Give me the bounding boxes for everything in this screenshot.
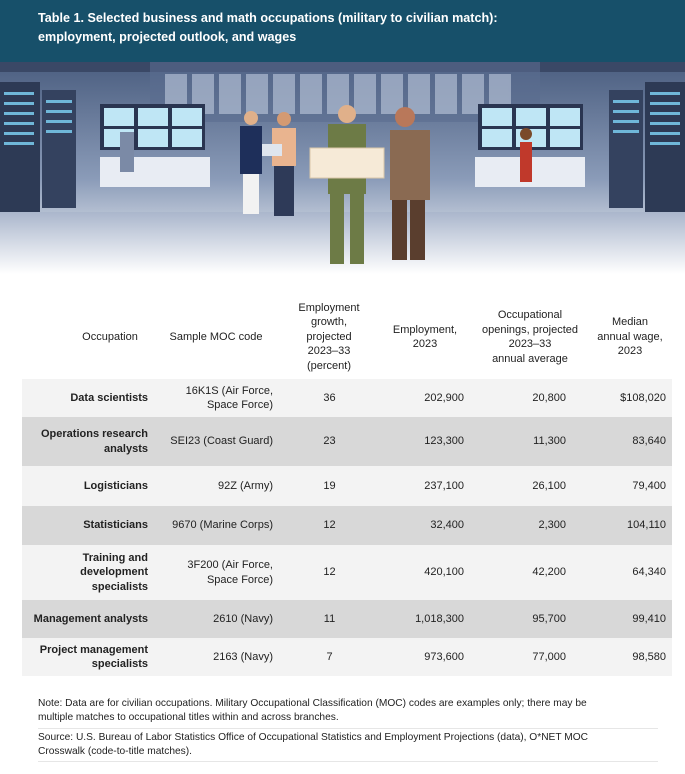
wage-cell: 99,410 <box>632 612 666 625</box>
growth-cell: 12 <box>323 566 336 579</box>
table-body <box>22 379 672 676</box>
openings-cell: 26,100 <box>532 479 566 492</box>
header-employment-2023: Employment, 2023 <box>392 323 458 350</box>
moc-code-cell: 16K1S (Air Force, Space Force) <box>185 384 273 411</box>
employment-cell: 237,100 <box>424 479 464 492</box>
growth-cell: 7 <box>326 650 333 663</box>
growth-cell: 36 <box>323 391 336 404</box>
growth-cell: 12 <box>323 519 336 532</box>
occupation-cell: Statisticians <box>83 519 148 532</box>
source-text: Source: U.S. Bureau of Labor Statistics Office of Occupational Statistics and Employment Projections (data), O*NET MOC Crosswalk (code-to-title matches). <box>38 729 658 762</box>
openings-cell: 77,000 <box>532 650 566 663</box>
moc-code-cell: 2610 (Navy) <box>213 612 273 625</box>
growth-cell: 23 <box>323 435 336 448</box>
openings-cell: 11,300 <box>533 435 566 448</box>
openings-cell: 2,300 <box>538 519 566 532</box>
header-occupation: Occupation <box>82 330 138 343</box>
moc-code-cell: 3F200 (Air Force, Space Force) <box>187 559 273 586</box>
header-moc-code: Sample MOC code <box>169 330 263 343</box>
table-title-line-2: employment, projected outlook, and wages <box>38 30 297 44</box>
control-room-illustration-icon <box>0 62 685 274</box>
header-employment-growth: Employment growth, projected 2023–33 (percent) <box>298 301 360 372</box>
employment-cell: 32,400 <box>430 519 464 532</box>
employment-cell: 1,018,300 <box>415 612 464 625</box>
occupation-cell: Data scientists <box>70 391 148 404</box>
growth-cell: 11 <box>323 612 336 625</box>
occupation-cell: Operations research analysts <box>41 428 148 455</box>
wage-cell: 83,640 <box>632 435 666 448</box>
table-header <box>22 296 672 378</box>
table-row <box>22 417 672 466</box>
moc-code-cell: 9670 (Marine Corps) <box>172 519 273 532</box>
openings-cell: 95,700 <box>532 612 566 625</box>
header-openings: Occupational openings, projected 2023–33 annual average <box>481 309 578 365</box>
growth-cell: 19 <box>323 479 336 492</box>
moc-code-cell: 2163 (Navy) <box>213 650 273 663</box>
moc-code-cell: SEI23 (Coast Guard) <box>170 435 273 448</box>
wage-cell: 104,110 <box>627 519 666 532</box>
table-title <box>0 0 685 62</box>
employment-cell: 123,300 <box>424 435 464 448</box>
openings-cell: 42,200 <box>532 566 566 579</box>
occupation-cell: Project management specialists <box>39 643 148 670</box>
employment-cell: 420,100 <box>424 566 464 579</box>
table-row <box>22 545 672 600</box>
occupation-cell: Management analysts <box>33 612 148 625</box>
occupation-cell: Training and development specialists <box>80 551 148 593</box>
employment-cell: 202,900 <box>424 391 464 404</box>
openings-cell: 20,800 <box>532 391 566 404</box>
wage-cell: $108,020 <box>620 391 666 404</box>
table-notes <box>38 697 658 762</box>
occupation-cell: Logisticians <box>83 479 148 492</box>
wage-cell: 79,400 <box>632 479 666 492</box>
header-median-wage: Median annual wage, 2023 <box>597 316 663 358</box>
moc-code-cell: 92Z (Army) <box>218 479 273 492</box>
table-row <box>22 638 672 676</box>
table-row <box>22 506 672 545</box>
table-row <box>22 600 672 638</box>
table-row <box>22 379 672 417</box>
wage-cell: 98,580 <box>632 650 666 663</box>
table-title-line-1: Table 1. Selected business and math occupations (military to civilian match): <box>38 11 498 25</box>
wage-cell: 64,340 <box>632 566 666 579</box>
employment-cell: 973,600 <box>424 650 464 663</box>
note-text: Note: Data are for civilian occupations. Military Occupational Classification (MOC) codes are examples only; there may be multiple matches to occupational titles within and across branches. <box>38 697 658 729</box>
table-row <box>22 466 672 506</box>
